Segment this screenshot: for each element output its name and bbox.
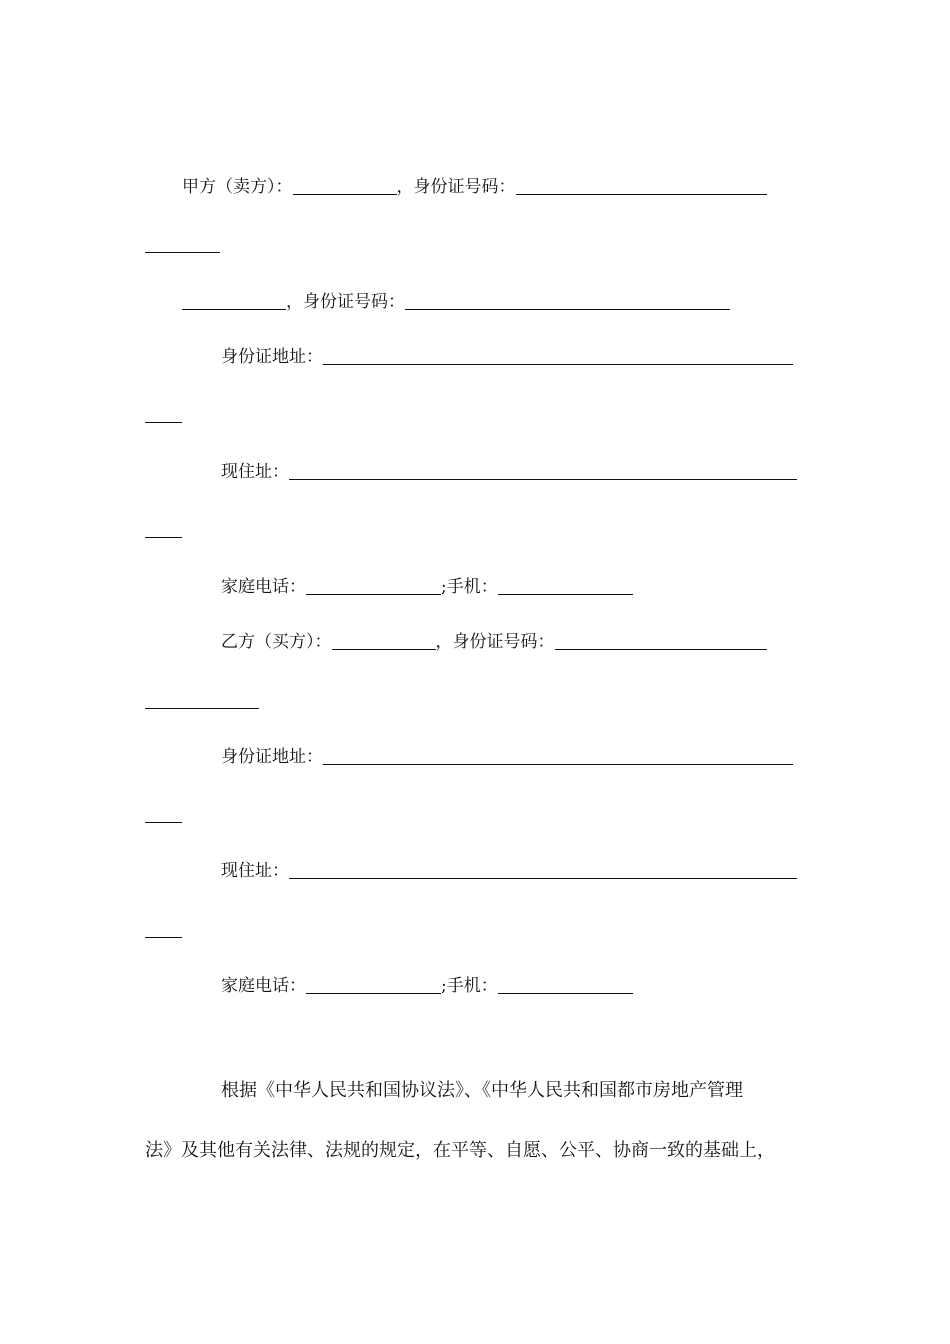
party-a-second-id-label: ，身份证号码： — [286, 292, 405, 312]
party-a-name-blank[interactable] — [293, 193, 397, 195]
party-a-label: 甲方（卖方）： — [182, 177, 293, 197]
party-b-current-address-line — [221, 860, 797, 882]
preamble-line-2: 法》及其他有关法律、法规的规定，在平等、自愿、公平、协商一致的基础上， — [145, 1140, 775, 1161]
party-a-second-id-blank[interactable] — [405, 308, 730, 310]
party-b-phone-line — [221, 975, 633, 997]
party-b-name-blank[interactable] — [332, 648, 436, 650]
party-b-id-address-label: 身份证地址： — [221, 747, 323, 767]
party-a-mobile-label: ;手机： — [441, 577, 498, 597]
party-b-id-blank[interactable] — [555, 648, 767, 650]
party-b-mobile-blank[interactable] — [498, 992, 633, 994]
party-a-current-address-line — [221, 461, 797, 483]
party-a-second-name-blank[interactable] — [182, 308, 286, 310]
party-a-line — [182, 176, 767, 198]
party-b-line — [221, 631, 767, 653]
party-a-id-label: ，身份证号码： — [396, 177, 516, 197]
party-a-id-address-label: 身份证地址： — [221, 347, 323, 367]
party-b-current-address-blank[interactable] — [289, 877, 797, 879]
party-b-id-blank-continued[interactable] — [145, 708, 259, 709]
party-a-home-phone-label: 家庭电话： — [221, 577, 306, 597]
party-b-current-address-blank-continued[interactable] — [145, 937, 182, 938]
party-a-id-address-blank-continued[interactable] — [145, 422, 182, 423]
party-a-id-address-line — [221, 346, 793, 368]
party-a-current-address-blank-continued[interactable] — [145, 537, 182, 538]
party-a-home-phone-blank[interactable] — [306, 593, 441, 595]
party-b-home-phone-blank[interactable] — [306, 992, 441, 994]
party-a-id-blank[interactable] — [516, 193, 767, 195]
party-a-current-address-label: 现住址： — [221, 462, 289, 482]
party-b-label: 乙方（买方）： — [221, 632, 332, 652]
party-b-id-address-line — [221, 746, 793, 768]
party-b-home-phone-label: 家庭电话： — [221, 976, 306, 996]
party-b-current-address-label: 现住址： — [221, 861, 289, 881]
party-b-id-address-blank[interactable] — [323, 763, 793, 765]
party-b-id-address-blank-continued[interactable] — [145, 822, 182, 823]
party-a-second-line — [182, 291, 730, 313]
party-a-id-blank-continued[interactable] — [145, 252, 220, 253]
preamble-line-1: 根据《中华人民共和国协议法》、《中华人民共和国都市房地产管理 — [221, 1080, 743, 1101]
party-a-current-address-blank[interactable] — [289, 478, 797, 480]
party-a-mobile-blank[interactable] — [498, 593, 633, 595]
party-a-id-address-blank[interactable] — [323, 363, 793, 365]
party-a-phone-line — [221, 576, 633, 598]
party-b-mobile-label: ;手机： — [441, 976, 498, 996]
party-b-id-label: ，身份证号码： — [435, 632, 555, 652]
